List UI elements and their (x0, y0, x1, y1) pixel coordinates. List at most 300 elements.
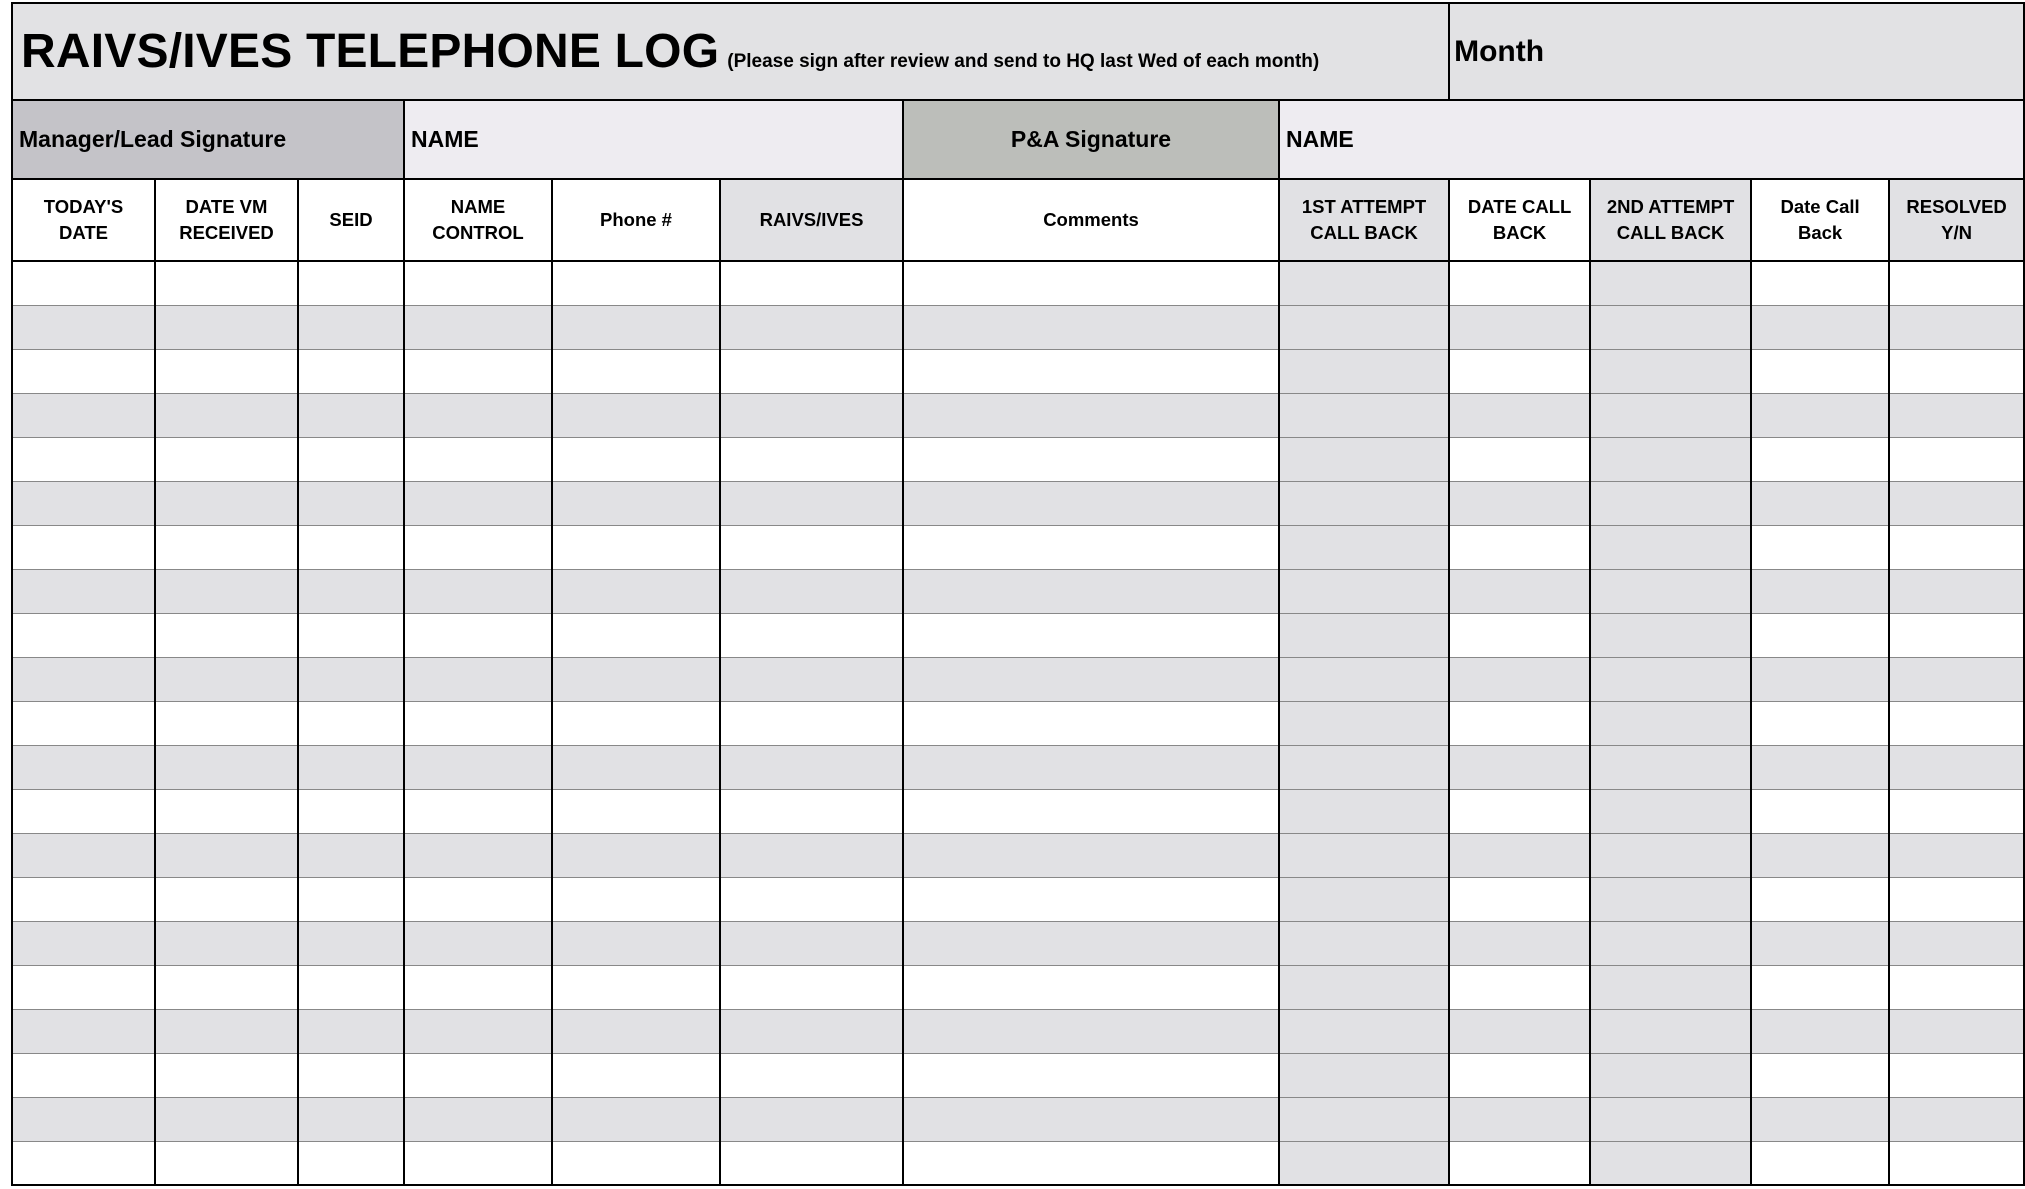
log-cell[interactable] (1279, 305, 1449, 349)
log-cell[interactable] (1449, 437, 1590, 481)
log-cell[interactable] (552, 1097, 720, 1141)
column-header (720, 179, 903, 261)
log-cell[interactable] (903, 1097, 1279, 1141)
log-cell[interactable] (12, 393, 155, 437)
log-cell[interactable] (1279, 877, 1449, 921)
log-cell[interactable] (720, 393, 903, 437)
log-cell[interactable] (1590, 877, 1751, 921)
log-cell[interactable] (1751, 437, 1889, 481)
log-cell[interactable] (903, 789, 1279, 833)
log-cell[interactable] (1889, 1053, 2024, 1097)
log-cell[interactable] (1889, 481, 2024, 525)
form-title: RAIVS/IVES TELEPHONE LOG (21, 25, 720, 78)
log-cell[interactable] (1751, 393, 1889, 437)
log-cell[interactable] (1279, 701, 1449, 745)
log-cell[interactable] (298, 613, 404, 657)
log-cell[interactable] (12, 305, 155, 349)
log-cell[interactable] (1751, 657, 1889, 701)
log-cell[interactable] (1449, 305, 1590, 349)
log-cell[interactable] (1590, 1009, 1751, 1053)
column-header-line1: DATE VM (185, 196, 268, 217)
column-header-line1: RAIVS/IVES (759, 209, 864, 230)
log-cell[interactable] (720, 877, 903, 921)
log-cell[interactable] (1279, 261, 1449, 305)
log-cell[interactable] (1889, 657, 2024, 701)
log-cell[interactable] (1889, 569, 2024, 613)
log-cell[interactable] (1279, 481, 1449, 525)
log-cell[interactable] (12, 349, 155, 393)
log-cell[interactable] (1590, 789, 1751, 833)
log-cell[interactable] (155, 481, 298, 525)
column-header-line1: Comments (1043, 209, 1139, 230)
log-cell[interactable] (298, 569, 404, 613)
manager-signature-label: Manager/Lead Signature (12, 100, 404, 179)
log-cell[interactable] (720, 657, 903, 701)
log-cell[interactable] (1889, 1097, 2024, 1141)
log-cell[interactable] (155, 701, 298, 745)
column-header (552, 179, 720, 261)
log-cell[interactable] (404, 613, 552, 657)
log-cell[interactable] (903, 393, 1279, 437)
log-cell[interactable] (903, 833, 1279, 877)
log-cell[interactable] (720, 1053, 903, 1097)
log-cell[interactable] (155, 613, 298, 657)
log-cell[interactable] (1279, 657, 1449, 701)
log-cell[interactable] (155, 789, 298, 833)
log-cell[interactable] (12, 613, 155, 657)
log-cell[interactable] (552, 481, 720, 525)
log-cell[interactable] (1449, 525, 1590, 569)
log-cell[interactable] (720, 613, 903, 657)
log-cell[interactable] (903, 877, 1279, 921)
column-header-line1: RESOLVED (1906, 196, 2007, 217)
log-cell[interactable] (1279, 1097, 1449, 1141)
log-cell[interactable] (12, 1009, 155, 1053)
log-cell[interactable] (1449, 481, 1590, 525)
log-cell[interactable] (298, 833, 404, 877)
column-header (12, 179, 155, 261)
log-cell[interactable] (903, 349, 1279, 393)
log-cell[interactable] (1751, 1009, 1889, 1053)
log-cell[interactable] (720, 569, 903, 613)
log-cell[interactable] (1590, 393, 1751, 437)
log-cell[interactable] (1751, 701, 1889, 745)
log-cell[interactable] (1889, 525, 2024, 569)
table-row (12, 789, 2024, 833)
log-cell[interactable] (1279, 1053, 1449, 1097)
log-cell[interactable] (903, 1053, 1279, 1097)
column-header (903, 179, 1279, 261)
log-cell[interactable] (552, 525, 720, 569)
log-cell[interactable] (12, 745, 155, 789)
table-row (12, 305, 2024, 349)
log-cell[interactable] (404, 525, 552, 569)
log-cell[interactable] (1889, 261, 2024, 305)
log-cell[interactable] (298, 1141, 404, 1185)
log-cell[interactable] (404, 1097, 552, 1141)
log-cell[interactable] (552, 1009, 720, 1053)
log-cell[interactable] (404, 701, 552, 745)
month-field[interactable]: Month (1449, 3, 2024, 100)
log-cell[interactable] (155, 745, 298, 789)
table-row (12, 833, 2024, 877)
log-cell[interactable] (1889, 921, 2024, 965)
log-cell[interactable] (720, 305, 903, 349)
log-cell[interactable] (903, 437, 1279, 481)
log-cell[interactable] (1449, 613, 1590, 657)
log-cell[interactable] (1889, 789, 2024, 833)
log-cell[interactable] (1449, 877, 1590, 921)
column-header-line1: Date Call (1780, 196, 1860, 217)
log-cell[interactable] (1590, 261, 1751, 305)
column-header-line2: Back (1797, 222, 1843, 243)
column-header (1889, 179, 2024, 261)
table-row (12, 393, 2024, 437)
log-cell[interactable] (1449, 261, 1590, 305)
log-cell[interactable] (12, 877, 155, 921)
log-cell[interactable] (298, 701, 404, 745)
log-cell[interactable] (1449, 789, 1590, 833)
log-cell[interactable] (1590, 701, 1751, 745)
log-cell[interactable] (298, 745, 404, 789)
log-cell[interactable] (1751, 481, 1889, 525)
log-cell[interactable] (552, 349, 720, 393)
log-cell[interactable] (1279, 525, 1449, 569)
table-row (12, 481, 2024, 525)
log-cell[interactable] (1751, 1097, 1889, 1141)
pa-signature-label: P&A Signature (903, 100, 1279, 179)
log-cell[interactable] (404, 393, 552, 437)
log-cell[interactable] (155, 965, 298, 1009)
log-cell[interactable] (298, 877, 404, 921)
log-cell[interactable] (404, 261, 552, 305)
log-cell[interactable] (903, 525, 1279, 569)
column-header (1751, 179, 1889, 261)
log-cell[interactable] (404, 921, 552, 965)
column-header (1449, 179, 1590, 261)
log-cell[interactable] (1449, 1141, 1590, 1185)
log-cell[interactable] (1751, 877, 1889, 921)
log-cell[interactable] (903, 481, 1279, 525)
log-cell[interactable] (12, 1097, 155, 1141)
log-cell[interactable] (404, 481, 552, 525)
log-cell[interactable] (903, 657, 1279, 701)
log-cell[interactable] (404, 1053, 552, 1097)
log-cell[interactable] (903, 261, 1279, 305)
log-cell[interactable] (298, 789, 404, 833)
log-cell[interactable] (1751, 261, 1889, 305)
pa-name-field[interactable]: NAME (1279, 100, 2024, 179)
log-cell[interactable] (12, 701, 155, 745)
log-cell[interactable] (1751, 921, 1889, 965)
log-cell[interactable] (552, 657, 720, 701)
log-cell[interactable] (155, 569, 298, 613)
log-cell[interactable] (1751, 965, 1889, 1009)
log-cell[interactable] (12, 1141, 155, 1185)
log-cell[interactable] (404, 745, 552, 789)
log-cell[interactable] (1449, 1097, 1590, 1141)
log-cell[interactable] (552, 613, 720, 657)
log-cell[interactable] (1279, 393, 1449, 437)
log-cell[interactable] (1590, 569, 1751, 613)
log-cell[interactable] (298, 349, 404, 393)
log-cell[interactable] (404, 877, 552, 921)
title-cell (12, 3, 1449, 100)
log-cell[interactable] (12, 921, 155, 965)
column-header-line1: NAME (450, 196, 506, 217)
log-cell[interactable] (552, 745, 720, 789)
column-header (298, 179, 404, 261)
log-cell[interactable] (298, 1009, 404, 1053)
signature-row (12, 100, 2024, 179)
table-row (12, 657, 2024, 701)
log-cell[interactable] (1590, 745, 1751, 789)
table-row (12, 877, 2024, 921)
log-cell[interactable] (1279, 833, 1449, 877)
log-cell[interactable] (1449, 1009, 1590, 1053)
log-cell[interactable] (298, 1097, 404, 1141)
log-cell[interactable] (720, 349, 903, 393)
log-cell[interactable] (12, 965, 155, 1009)
log-cell[interactable] (404, 305, 552, 349)
column-header-line1: 2ND ATTEMPT (1606, 196, 1735, 217)
table-row (12, 921, 2024, 965)
log-cell[interactable] (404, 965, 552, 1009)
log-cell[interactable] (404, 1141, 552, 1185)
log-cell[interactable] (720, 701, 903, 745)
log-cell[interactable] (720, 921, 903, 965)
log-cell[interactable] (1889, 877, 2024, 921)
log-cell[interactable] (903, 745, 1279, 789)
log-cell[interactable] (552, 833, 720, 877)
form-instruction: (Please sign after review and send to HQ last Wed of each month) (727, 51, 1320, 72)
log-cell[interactable] (1889, 437, 2024, 481)
log-cell[interactable] (1449, 393, 1590, 437)
log-cell[interactable] (1590, 613, 1751, 657)
log-cell[interactable] (552, 789, 720, 833)
log-cell[interactable] (298, 965, 404, 1009)
log-cell[interactable] (720, 833, 903, 877)
log-cell[interactable] (155, 877, 298, 921)
log-cell[interactable] (1751, 745, 1889, 789)
log-cell[interactable] (404, 1009, 552, 1053)
table-row (12, 1053, 2024, 1097)
log-cell[interactable] (404, 657, 552, 701)
log-cell[interactable] (1279, 1141, 1449, 1185)
log-cell[interactable] (404, 349, 552, 393)
log-cell[interactable] (298, 305, 404, 349)
column-header-line1: Phone # (600, 209, 672, 230)
log-cell[interactable] (1889, 701, 2024, 745)
log-cell[interactable] (1751, 833, 1889, 877)
log-cell[interactable] (1590, 921, 1751, 965)
log-cell[interactable] (155, 657, 298, 701)
column-header-line2: DATE (59, 222, 108, 243)
log-cell[interactable] (720, 789, 903, 833)
log-cell[interactable] (1279, 921, 1449, 965)
log-cell[interactable] (552, 261, 720, 305)
log-cell[interactable] (1449, 569, 1590, 613)
log-cell[interactable] (1590, 1097, 1751, 1141)
log-cell[interactable] (1279, 965, 1449, 1009)
column-header-line2: CALL BACK (1310, 222, 1418, 243)
log-cell[interactable] (903, 1009, 1279, 1053)
log-cell[interactable] (298, 1053, 404, 1097)
table-row (12, 261, 2024, 305)
log-cell[interactable] (1751, 525, 1889, 569)
log-cell[interactable] (404, 437, 552, 481)
log-cell[interactable] (720, 481, 903, 525)
log-cell[interactable] (404, 789, 552, 833)
table-row (12, 613, 2024, 657)
log-cell[interactable] (155, 921, 298, 965)
log-cell[interactable] (155, 393, 298, 437)
log-cell[interactable] (12, 481, 155, 525)
column-header-line2: RECEIVED (179, 222, 274, 243)
log-cell[interactable] (903, 965, 1279, 1009)
log-cell[interactable] (404, 833, 552, 877)
log-cell[interactable] (1590, 1141, 1751, 1185)
log-cell[interactable] (1889, 613, 2024, 657)
log-cell[interactable] (903, 305, 1279, 349)
log-cell[interactable] (1889, 1009, 2024, 1053)
log-cell[interactable] (1751, 305, 1889, 349)
log-cell[interactable] (1590, 833, 1751, 877)
log-cell[interactable] (1279, 349, 1449, 393)
log-cell[interactable] (1279, 437, 1449, 481)
log-cell[interactable] (12, 789, 155, 833)
log-cell[interactable] (552, 305, 720, 349)
log-cell[interactable] (1449, 701, 1590, 745)
log-cell[interactable] (1590, 305, 1751, 349)
log-cell[interactable] (404, 569, 552, 613)
log-cell[interactable] (1751, 613, 1889, 657)
log-cell[interactable] (552, 1141, 720, 1185)
log-cell[interactable] (12, 833, 155, 877)
log-cell[interactable] (1449, 965, 1590, 1009)
manager-name-field[interactable]: NAME (404, 100, 903, 179)
log-cell[interactable] (720, 1009, 903, 1053)
log-cell[interactable] (1449, 1053, 1590, 1097)
log-cell[interactable] (1449, 921, 1590, 965)
log-cell[interactable] (1590, 657, 1751, 701)
log-cell[interactable] (155, 833, 298, 877)
log-cell[interactable] (552, 701, 720, 745)
column-header (1590, 179, 1751, 261)
log-cell[interactable] (1889, 833, 2024, 877)
log-cell[interactable] (12, 437, 155, 481)
log-cell[interactable] (1889, 349, 2024, 393)
log-cell[interactable] (552, 921, 720, 965)
log-cell[interactable] (298, 261, 404, 305)
log-cell[interactable] (720, 1141, 903, 1185)
log-cell[interactable] (552, 877, 720, 921)
log-cell[interactable] (552, 393, 720, 437)
log-cell[interactable] (720, 261, 903, 305)
log-cell[interactable] (155, 437, 298, 481)
log-cell[interactable] (1279, 569, 1449, 613)
log-cell[interactable] (903, 613, 1279, 657)
log-cell[interactable] (155, 525, 298, 569)
log-cell[interactable] (298, 921, 404, 965)
log-cell[interactable] (155, 1009, 298, 1053)
log-cell[interactable] (1889, 1141, 2024, 1185)
log-cell[interactable] (903, 569, 1279, 613)
log-cell[interactable] (720, 745, 903, 789)
log-cell[interactable] (298, 437, 404, 481)
log-cell[interactable] (1279, 613, 1449, 657)
log-cell[interactable] (12, 657, 155, 701)
log-cell[interactable] (298, 393, 404, 437)
log-cell[interactable] (1449, 833, 1590, 877)
log-cell[interactable] (298, 481, 404, 525)
log-cell[interactable] (298, 525, 404, 569)
log-cell[interactable] (1889, 305, 2024, 349)
log-cell[interactable] (12, 261, 155, 305)
log-cell[interactable] (720, 1097, 903, 1141)
log-cell[interactable] (155, 261, 298, 305)
log-cell[interactable] (1590, 481, 1751, 525)
log-cell[interactable] (720, 965, 903, 1009)
log-cell[interactable] (903, 701, 1279, 745)
log-cell[interactable] (12, 1053, 155, 1097)
log-cell[interactable] (155, 305, 298, 349)
table-row (12, 965, 2024, 1009)
table-row (12, 701, 2024, 745)
table-row (12, 569, 2024, 613)
log-cell[interactable] (1751, 1141, 1889, 1185)
log-cell[interactable] (720, 525, 903, 569)
log-cell[interactable] (552, 965, 720, 1009)
table-row (12, 1009, 2024, 1053)
table-row (12, 745, 2024, 789)
log-cell[interactable] (552, 1053, 720, 1097)
log-cell[interactable] (155, 1053, 298, 1097)
log-cell[interactable] (1449, 349, 1590, 393)
log-cell[interactable] (1590, 525, 1751, 569)
log-cell[interactable] (155, 349, 298, 393)
log-cell[interactable] (1279, 745, 1449, 789)
log-cell[interactable] (1590, 349, 1751, 393)
log-cell[interactable] (1889, 745, 2024, 789)
log-cell[interactable] (1590, 1053, 1751, 1097)
log-cell[interactable] (155, 1141, 298, 1185)
log-cell[interactable] (1590, 965, 1751, 1009)
log-cell[interactable] (720, 437, 903, 481)
log-cell[interactable] (1279, 1009, 1449, 1053)
log-cell[interactable] (552, 437, 720, 481)
log-cell[interactable] (1889, 965, 2024, 1009)
column-header-line1: SEID (329, 209, 373, 230)
log-cell[interactable] (552, 569, 720, 613)
log-cell[interactable] (12, 569, 155, 613)
log-cell[interactable] (903, 1141, 1279, 1185)
log-cell[interactable] (1449, 745, 1590, 789)
log-cell[interactable] (903, 921, 1279, 965)
log-cell[interactable] (1751, 569, 1889, 613)
log-cell[interactable] (1751, 1053, 1889, 1097)
log-cell[interactable] (298, 657, 404, 701)
log-cell[interactable] (1449, 657, 1590, 701)
log-cell[interactable] (1279, 789, 1449, 833)
log-cell[interactable] (12, 525, 155, 569)
table-row (12, 437, 2024, 481)
log-cell[interactable] (1751, 789, 1889, 833)
log-cell[interactable] (1590, 437, 1751, 481)
log-cell[interactable] (1889, 393, 2024, 437)
log-cell[interactable] (155, 1097, 298, 1141)
log-cell[interactable] (1751, 349, 1889, 393)
